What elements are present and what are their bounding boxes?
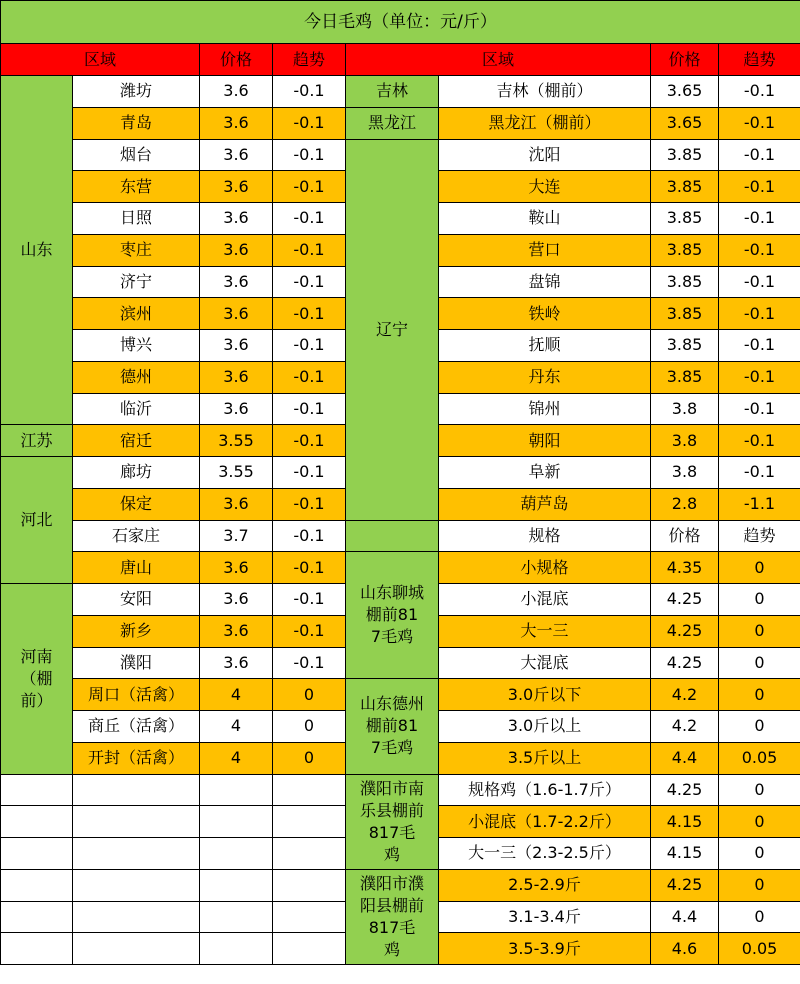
province-label: 河北: [0, 456, 73, 584]
trend-cell: -0.1: [718, 107, 800, 140]
city-cell: 新乡: [72, 615, 200, 648]
spec-price-header: 价格: [650, 520, 719, 553]
price-cell: 4.2: [650, 710, 719, 743]
area-cell: 3.5斤以上: [438, 742, 651, 775]
price-cell: 3.6: [199, 551, 273, 584]
city-cell: 开封（活禽）: [72, 742, 200, 775]
trend-cell: 0: [718, 869, 800, 902]
empty-cell: [199, 774, 273, 807]
trend-cell: -0.1: [718, 329, 800, 362]
price-cell: 3.7: [199, 520, 273, 553]
city-cell: 周口（活禽）: [72, 678, 200, 711]
price-cell: 4.25: [650, 869, 719, 902]
price-cell: 3.6: [199, 234, 273, 267]
province-label: 辽宁: [345, 139, 439, 521]
trend-cell: -0.1: [272, 615, 346, 648]
province-label: 河南 （棚 前）: [0, 583, 73, 775]
empty-cell: [72, 869, 200, 902]
trend-cell: -0.1: [718, 361, 800, 394]
area-cell: 铁岭: [438, 297, 651, 330]
trend-cell: -0.1: [272, 75, 346, 108]
trend-cell: -0.1: [718, 75, 800, 108]
trend-cell: -0.1: [272, 393, 346, 426]
area-cell: 大一三（2.3-2.5斤）: [438, 837, 651, 870]
city-cell: 濮阳: [72, 647, 200, 680]
area-cell: 鞍山: [438, 202, 651, 235]
trend-cell: 0: [718, 551, 800, 584]
trend-cell: -0.1: [718, 202, 800, 235]
price-cell: 3.6: [199, 583, 273, 616]
price-cell: 4.25: [650, 583, 719, 616]
area-cell: 2.5-2.9斤: [438, 869, 651, 902]
price-cell: 3.6: [199, 393, 273, 426]
price-cell: 4: [199, 742, 273, 775]
price-cell: 3.6: [199, 266, 273, 299]
market-label: 山东聊城 棚前81 7毛鸡: [345, 551, 439, 679]
header-region-left: 区域: [0, 43, 200, 76]
trend-cell: -0.1: [272, 520, 346, 553]
trend-cell: -0.1: [272, 551, 346, 584]
area-cell: 阜新: [438, 456, 651, 489]
area-cell: 规格鸡（1.6-1.7斤）: [438, 774, 651, 807]
area-cell: 朝阳: [438, 424, 651, 457]
trend-cell: 0: [718, 583, 800, 616]
price-cell: 3.6: [199, 361, 273, 394]
price-cell: 3.85: [650, 170, 719, 203]
price-cell: 3.65: [650, 75, 719, 108]
trend-cell: -0.1: [272, 202, 346, 235]
trend-cell: 0: [718, 805, 800, 838]
trend-cell: -0.1: [272, 456, 346, 489]
trend-cell: -0.1: [272, 647, 346, 680]
area-cell: 大连: [438, 170, 651, 203]
empty-cell: [272, 932, 346, 965]
price-cell: 3.6: [199, 170, 273, 203]
market-label: 濮阳市濮 阳县棚前 817毛 鸡: [345, 869, 439, 965]
trend-cell: -0.1: [272, 583, 346, 616]
price-cell: 3.6: [199, 297, 273, 330]
city-cell: 东营: [72, 170, 200, 203]
price-cell: 4.25: [650, 615, 719, 648]
area-cell: 沈阳: [438, 139, 651, 172]
empty-cell: [345, 520, 439, 553]
trend-cell: -0.1: [272, 170, 346, 203]
price-cell: 3.65: [650, 107, 719, 140]
empty-cell: [199, 869, 273, 902]
trend-cell: -0.1: [718, 424, 800, 457]
price-cell: 4.4: [650, 901, 719, 934]
empty-cell: [0, 805, 73, 838]
area-cell: 葫芦岛: [438, 488, 651, 521]
trend-cell: 0: [272, 742, 346, 775]
trend-cell: -0.1: [718, 234, 800, 267]
price-cell: 3.85: [650, 234, 719, 267]
empty-cell: [0, 774, 73, 807]
price-cell: 3.85: [650, 139, 719, 172]
province-label: 江苏: [0, 424, 73, 457]
province-label: 吉林: [345, 75, 439, 108]
trend-cell: 0: [718, 647, 800, 680]
header-price-left: 价格: [199, 43, 273, 76]
price-cell: 4: [199, 710, 273, 743]
city-cell: 宿迁: [72, 424, 200, 457]
city-cell: 日照: [72, 202, 200, 235]
price-cell: 4.2: [650, 678, 719, 711]
empty-cell: [272, 805, 346, 838]
price-cell: 4.25: [650, 774, 719, 807]
price-cell: 3.85: [650, 202, 719, 235]
market-label: 山东德州 棚前81 7毛鸡: [345, 678, 439, 774]
empty-cell: [272, 837, 346, 870]
empty-cell: [0, 869, 73, 902]
area-cell: 小混底: [438, 583, 651, 616]
area-cell: 盘锦: [438, 266, 651, 299]
area-cell: 小规格: [438, 551, 651, 584]
trend-cell: 0.05: [718, 742, 800, 775]
trend-cell: -0.1: [272, 297, 346, 330]
city-cell: 安阳: [72, 583, 200, 616]
price-cell: 3.8: [650, 424, 719, 457]
city-cell: 济宁: [72, 266, 200, 299]
trend-cell: 0: [718, 678, 800, 711]
empty-cell: [272, 901, 346, 934]
empty-cell: [72, 774, 200, 807]
city-cell: 德州: [72, 361, 200, 394]
market-label: 濮阳市南 乐县棚前 817毛 鸡: [345, 774, 439, 870]
price-cell: 3.6: [199, 329, 273, 362]
price-cell: 3.6: [199, 647, 273, 680]
area-cell: 吉林（棚前）: [438, 75, 651, 108]
price-cell: 3.55: [199, 424, 273, 457]
trend-cell: 0: [718, 774, 800, 807]
price-cell: 3.6: [199, 615, 273, 648]
empty-cell: [72, 901, 200, 934]
price-cell: 4.6: [650, 932, 719, 965]
area-cell: 小混底（1.7-2.2斤）: [438, 805, 651, 838]
trend-cell: 0: [718, 615, 800, 648]
city-cell: 潍坊: [72, 75, 200, 108]
price-cell: 3.85: [650, 297, 719, 330]
header-price-right: 价格: [650, 43, 719, 76]
city-cell: 唐山: [72, 551, 200, 584]
price-cell: 4.25: [650, 647, 719, 680]
province-label: 山东: [0, 75, 73, 425]
trend-cell: -0.1: [272, 266, 346, 299]
page-title: 今日毛鸡（单位：元/斤）: [0, 0, 800, 44]
trend-cell: -0.1: [272, 329, 346, 362]
city-cell: 保定: [72, 488, 200, 521]
area-cell: 抚顺: [438, 329, 651, 362]
trend-cell: -0.1: [718, 266, 800, 299]
empty-cell: [0, 901, 73, 934]
price-cell: 4.15: [650, 837, 719, 870]
trend-cell: -0.1: [272, 234, 346, 267]
price-cell: 3.6: [199, 488, 273, 521]
trend-cell: -0.1: [718, 456, 800, 489]
trend-cell: -0.1: [272, 488, 346, 521]
city-cell: 廊坊: [72, 456, 200, 489]
header-trend-left: 趋势: [272, 43, 346, 76]
empty-cell: [72, 932, 200, 965]
area-cell: 丹东: [438, 361, 651, 394]
area-cell: 大混底: [438, 647, 651, 680]
trend-cell: 0: [718, 710, 800, 743]
empty-cell: [272, 774, 346, 807]
area-cell: 3.0斤以上: [438, 710, 651, 743]
price-cell: 4.35: [650, 551, 719, 584]
trend-cell: 0: [272, 710, 346, 743]
price-cell: 3.6: [199, 202, 273, 235]
price-cell: 4: [199, 678, 273, 711]
header-trend-right: 趋势: [718, 43, 800, 76]
trend-cell: 0: [718, 901, 800, 934]
city-cell: 滨州: [72, 297, 200, 330]
trend-cell: -0.1: [718, 170, 800, 203]
area-cell: 3.1-3.4斤: [438, 901, 651, 934]
empty-cell: [199, 901, 273, 934]
header-region-right: 区域: [345, 43, 651, 76]
price-cell: 4.4: [650, 742, 719, 775]
empty-cell: [199, 932, 273, 965]
area-cell: 锦州: [438, 393, 651, 426]
price-cell: 3.8: [650, 456, 719, 489]
empty-cell: [199, 805, 273, 838]
price-cell: 3.6: [199, 107, 273, 140]
empty-cell: [199, 837, 273, 870]
trend-cell: -0.1: [272, 107, 346, 140]
price-cell: 3.55: [199, 456, 273, 489]
area-cell: 大一三: [438, 615, 651, 648]
trend-cell: -0.1: [272, 361, 346, 394]
area-cell: 黑龙江（棚前）: [438, 107, 651, 140]
city-cell: 枣庄: [72, 234, 200, 267]
trend-cell: -0.1: [272, 139, 346, 172]
city-cell: 临沂: [72, 393, 200, 426]
trend-cell: -1.1: [718, 488, 800, 521]
city-cell: 烟台: [72, 139, 200, 172]
area-cell: 营口: [438, 234, 651, 267]
price-cell: 3.6: [199, 75, 273, 108]
area-cell: 3.5-3.9斤: [438, 932, 651, 965]
spec-trend-header: 趋势: [718, 520, 800, 553]
empty-cell: [0, 837, 73, 870]
city-cell: 青岛: [72, 107, 200, 140]
province-label: 黑龙江: [345, 107, 439, 140]
empty-cell: [72, 837, 200, 870]
price-cell: 3.8: [650, 393, 719, 426]
trend-cell: 0.05: [718, 932, 800, 965]
price-cell: 3.85: [650, 329, 719, 362]
trend-cell: -0.1: [718, 297, 800, 330]
trend-cell: -0.1: [272, 424, 346, 457]
empty-cell: [72, 805, 200, 838]
city-cell: 博兴: [72, 329, 200, 362]
price-cell: 2.8: [650, 488, 719, 521]
price-cell: 3.6: [199, 139, 273, 172]
city-cell: 商丘（活禽）: [72, 710, 200, 743]
area-cell: 3.0斤以下: [438, 678, 651, 711]
trend-cell: -0.1: [718, 393, 800, 426]
price-cell: 3.85: [650, 361, 719, 394]
empty-cell: [0, 932, 73, 965]
trend-cell: 0: [272, 678, 346, 711]
price-cell: 4.15: [650, 805, 719, 838]
empty-cell: [272, 869, 346, 902]
spec-header: 规格: [438, 520, 651, 553]
trend-cell: -0.1: [718, 139, 800, 172]
trend-cell: 0: [718, 837, 800, 870]
price-cell: 3.85: [650, 266, 719, 299]
city-cell: 石家庄: [72, 520, 200, 553]
